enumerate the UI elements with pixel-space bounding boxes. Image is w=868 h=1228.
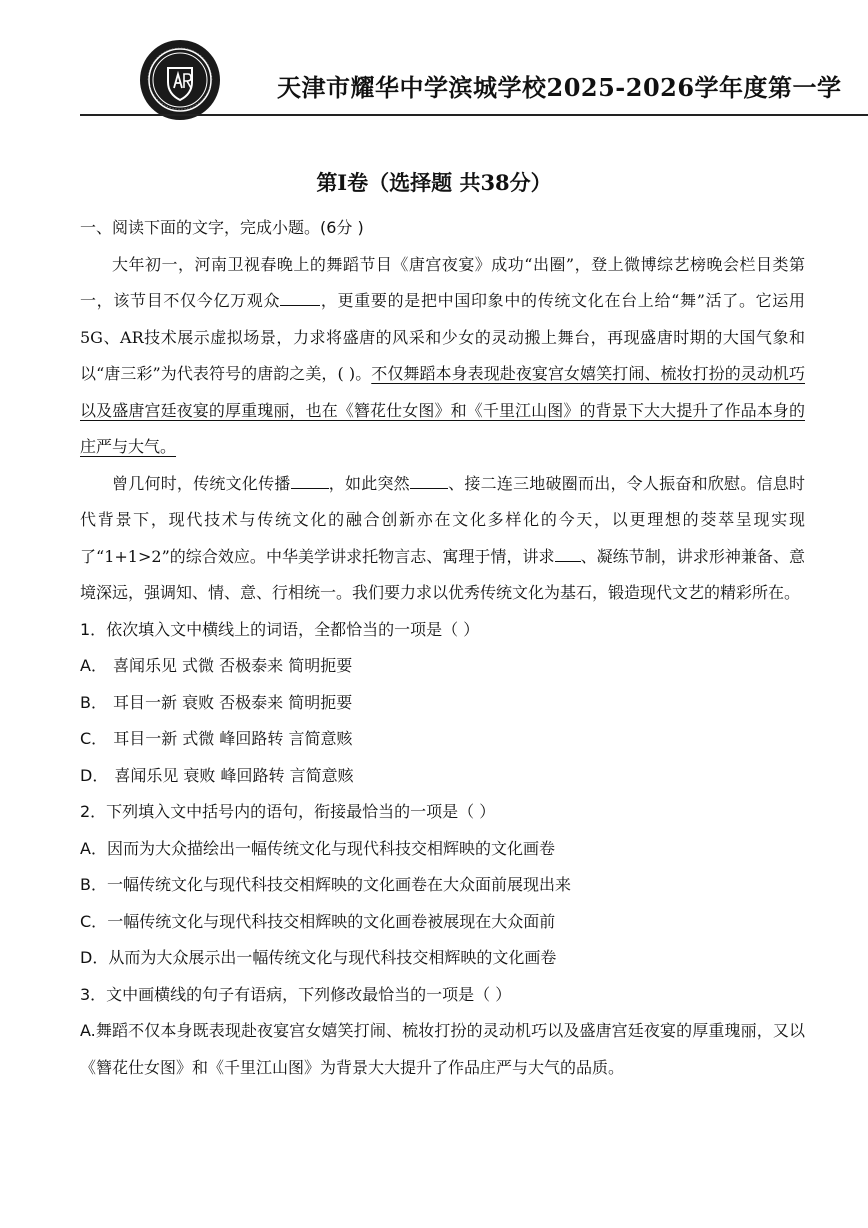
question-2-option-a[interactable] — [80, 831, 805, 868]
passage-text: ，如此突然 — [328, 473, 410, 493]
option-letter: C． — [80, 729, 108, 748]
option-text: 耳目一新 式微 峰回路转 言简意赅 — [113, 729, 353, 748]
question-1-option-d[interactable] — [80, 758, 805, 795]
option-text: 舞蹈不仅本身既表现赴夜宴宫女嬉笑打闹、梳妆打扮的灵动机巧以及盛唐宫廷夜宴的厚重瑰丽，又以《簪花仕女图》和《千里江山图》为背景大大提升了作品庄严与大气的品质。 — [80, 1021, 805, 1077]
question-2-option-c[interactable] — [80, 904, 805, 941]
answer-blank-4 — [555, 543, 581, 562]
passage-paragraph-1 — [80, 247, 805, 466]
question-1-stem: 1．依次填入文中横线上的词语，全都恰当的一项是（ ） — [80, 619, 480, 639]
answer-blank-2 — [291, 470, 329, 489]
option-text: 喜闻乐见 式微 否极泰来 简明扼要 — [112, 656, 353, 675]
header-divider — [80, 114, 868, 116]
question-2-option-d[interactable] — [80, 940, 805, 977]
option-letter: B． — [80, 875, 107, 894]
answer-blank-3 — [410, 470, 448, 489]
option-text: 一幅传统文化与现代科技交相辉映的文化画卷在大众面前展现出来 — [106, 875, 571, 894]
answer-blank-1 — [280, 287, 320, 306]
question-1-option-a[interactable] — [80, 648, 805, 685]
option-text: 一幅传统文化与现代科技交相辉映的文化画卷被展现在大众面前 — [107, 911, 556, 931]
passage-text: 、凝练节制，讲求形神兼备、意境深远，强调知、情、意、行相统一。我们要力求以优秀传统文化为基石，锻造现代文艺的精彩所在。 — [80, 546, 805, 602]
passage-text: ，更重要的是把中国印象中的传统文化在台上给“舞”活了。它运用5G、AR技术展示虚拟场景，力求将盛唐的风采和少女的灵动搬上舞台，再现盛唐时期的大国气象和以“唐三彩”为代表符号的唐韵之美，( )。 — [80, 291, 805, 383]
exam-header-title: 天津市耀华中学滨城学校2025-2026学年度第一学 — [277, 73, 842, 102]
underlined-sentence: 不仅舞蹈本身表现赴夜宴宫女嬉笑打闹、梳妆打扮的灵动机巧以及盛唐宫廷夜宴的厚重瑰丽，也在《簪花仕女图》和《千里江山图》的背景下大大提升了作品本身的庄严与大气。 — [80, 364, 805, 456]
option-letter: A． — [80, 838, 107, 858]
option-text: 因而为大众描绘出一幅传统文化与现代科技交相辉映的文化画卷 — [106, 838, 555, 858]
option-text: 喜闻乐见 衰败 峰回路转 言简意赅 — [114, 765, 354, 785]
passage-paragraph-2 — [80, 466, 805, 612]
option-text: 耳目一新 衰败 否极泰来 简明扼要 — [112, 692, 353, 712]
passage-text: 曾几何时，传统文化传播 — [112, 473, 291, 493]
exam-content — [80, 210, 805, 1086]
question-3-stem: 3．文中画横线的句子有语病，下列修改最恰当的一项是（ ） — [80, 984, 512, 1004]
option-text: 从而为大众展示出一幅传统文化与现代科技交相辉映的文化画卷 — [108, 948, 557, 967]
question-2-stem: 2．下列填入文中括号内的语句，衔接最恰当的一项是（ ） — [80, 802, 496, 821]
question-2-option-b[interactable] — [80, 867, 805, 904]
option-letter: D． — [80, 948, 109, 967]
option-letter: A. — [80, 1021, 96, 1040]
part1-intro: 一、阅读下面的文字，完成小题。(6分 ) — [80, 218, 364, 237]
passage-text: 、接二连三地破圈而出，令人振奋和欣慰。信息时代背景下，现代技术与传统文化的融合创新亦在文化多样化的今天，以更理想的茭萃呈现实现了“1+1>2”的综合效应。中华美学讲求托物言志、寓理于情，讲求 — [80, 473, 805, 566]
school-logo-seal — [138, 38, 222, 122]
option-letter: C． — [80, 911, 108, 931]
option-letter: B． — [80, 692, 107, 712]
passage-text: 大年初一，河南卫视春晚上的舞蹈节目《唐宫夜宴》成功“出圈”，登上微博综艺榜晚会栏目类第一，该节目不仅今亿万观众 — [80, 254, 805, 310]
section-title: 第Ⅰ卷（选择题 共38分） — [316, 170, 552, 195]
option-letter: A． — [80, 656, 107, 675]
question-1-option-b[interactable] — [80, 685, 805, 722]
question-3-option-a[interactable] — [80, 1013, 805, 1086]
question-1-option-c[interactable] — [80, 721, 805, 758]
option-letter: D． — [80, 765, 109, 785]
